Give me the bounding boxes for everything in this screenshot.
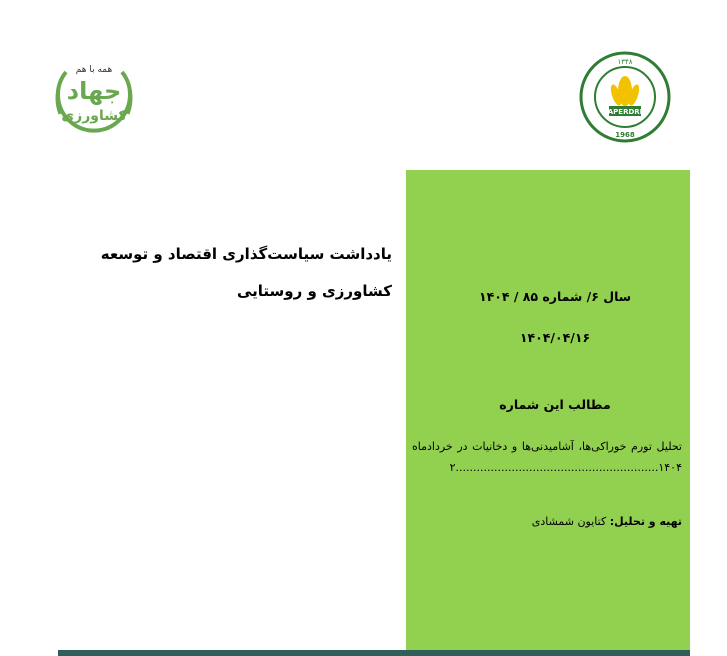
aperdri-year-latin: 1968 bbox=[615, 131, 635, 139]
aperdri-year-persian: ۱۳۴۸ bbox=[617, 58, 633, 66]
contents-heading: مطالب این شماره bbox=[499, 397, 611, 412]
prepared-label: تهیه و تحلیل: bbox=[609, 515, 682, 528]
prepared-by bbox=[412, 515, 682, 528]
toc-entry[interactable]: تحلیل تورم خوراکی‌ها، آشامیدنی‌ها و دخانیات در خردادماه ۱۴۰۴..........................................................۲ bbox=[412, 440, 682, 474]
jihad-keshavarzi-logo bbox=[48, 52, 140, 144]
logo-left-main-text: جهاد bbox=[66, 77, 122, 105]
aperdri-logo bbox=[579, 51, 671, 143]
aperdri-name: APERDRI bbox=[607, 108, 643, 116]
issue-line: سال ۶/ شماره ۸۵ / ۱۴۰۴ bbox=[478, 289, 632, 304]
date-line: ۱۴۰۴/۰۴/۱۶ bbox=[519, 330, 591, 345]
document-title: یادداشت سیاست‌گذاری اقتصاد و توسعه کشاورزی و روستایی bbox=[100, 245, 392, 300]
bottom-bar bbox=[58, 650, 690, 656]
prepared-name: کتایون شمشادی bbox=[531, 515, 607, 528]
issue-info-panel bbox=[406, 170, 690, 656]
logo-left-sub-text: کشاورزی bbox=[61, 108, 127, 124]
logo-left-top-text: همه با هم bbox=[75, 65, 113, 75]
